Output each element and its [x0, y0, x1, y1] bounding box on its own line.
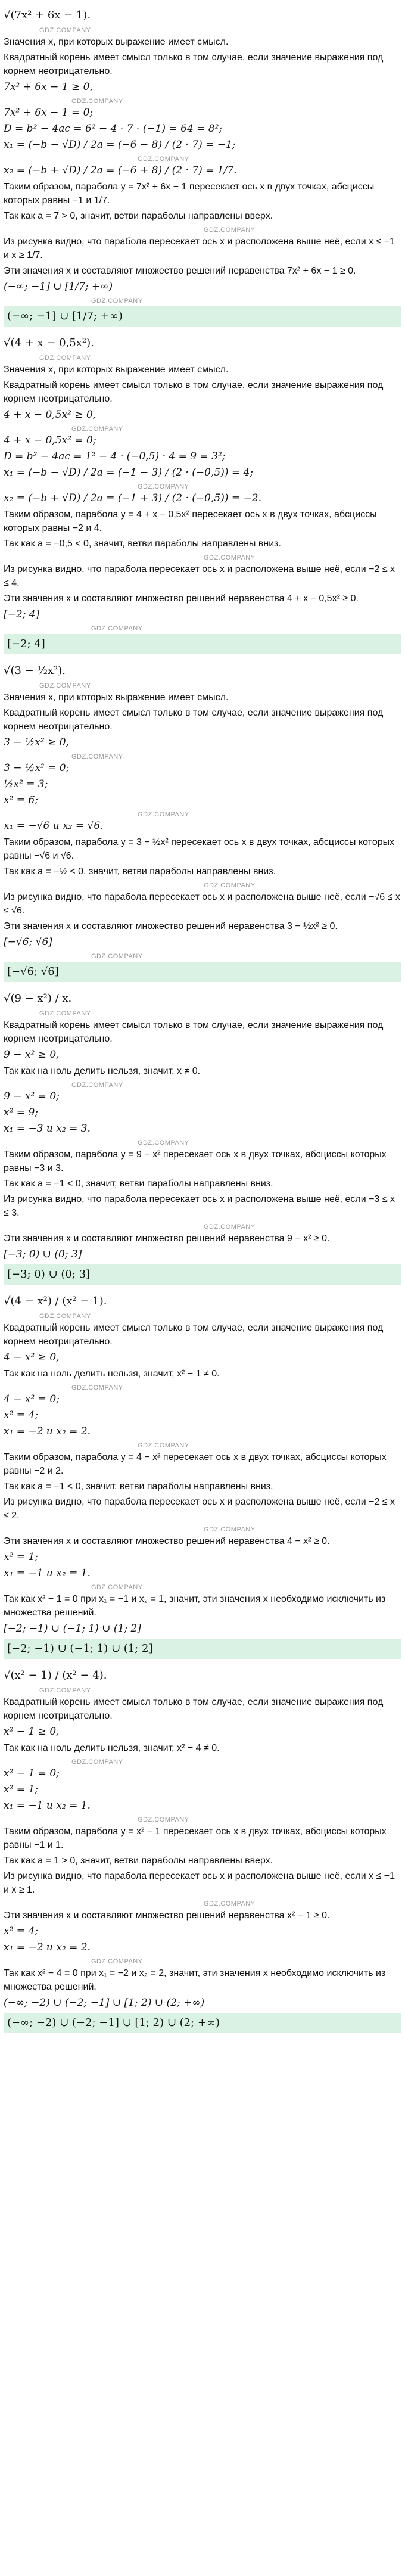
answer-box: [−√6; √6] [4, 962, 401, 982]
text-line: Эти значения x и составляют множество решений неравенства x² − 1 ≥ 0. [4, 1910, 330, 1921]
text-line: Из рисунка видно, что парабола пересекает ось x и расположена выше неё, если −√6 ≤ x ≤ √6. [4, 892, 400, 916]
text-line: Эти значения x и составляют множество решений неравенства 7x² + 6x − 1 ≥ 0. [4, 266, 356, 276]
watermark: GDZ.COMPANY [138, 156, 189, 163]
solution-block [4, 335, 401, 654]
answer-box: [−3; 0) ∪ (0; 3] [4, 1264, 401, 1285]
watermark: GDZ.COMPANY [204, 554, 256, 561]
watermark: GDZ.COMPANY [91, 953, 143, 960]
watermark: GDZ.COMPANY [204, 1526, 256, 1533]
math-line: x₁ = −√6 и x₂ = √6. [4, 820, 104, 832]
answer-box: [−2; −1) ∪ (−1; 1) ∪ (1; 2] [4, 1639, 401, 1659]
watermark: GDZ.COMPANY [138, 1442, 189, 1449]
math-line: x² = 4; [4, 1925, 38, 1937]
text-line: Таким образом, парабола y = 3 − ½x² пересекает ось x в двух точках, абсциссы которых равны −√6 и √6. [4, 837, 395, 861]
watermark: GDZ.COMPANY [204, 882, 256, 889]
math-line: x² = 9; [4, 1107, 38, 1118]
math-line: D = b² − 4ac = 1² − 4 · (−0,5) · 4 = 9 = 3²; [4, 450, 226, 462]
watermark: GDZ.COMPANY [138, 1816, 189, 1823]
text-line: Квадратный корень имеет смысл только в том случае, если значение выражения под корнем неотрицательно. [4, 1697, 384, 1721]
text-line: Эти значения x и составляют множество решений неравенства 3 − ½x² ≥ 0. [4, 921, 338, 931]
text-line: Так как a = −1 < 0, значит, ветви параболы направлены вниз. [4, 1179, 273, 1189]
text-line: Значения x, при которых выражение имеет смысл. [4, 365, 229, 375]
text-line: Так как a = −0,5 < 0, значит, ветви параболы направлены вниз. [4, 539, 281, 549]
math-line: x² − 1 = 0; [4, 1767, 60, 1779]
math-line: x₁ = −1 и x₂ = 1. [4, 1567, 91, 1579]
expression-heading: √(x² − 1) / (x² − 4). [4, 1669, 107, 1682]
text-line: Так как a = −1 < 0, значит, ветви параболы направлены вниз. [4, 1481, 273, 1491]
expression-heading: √(4 + x − 0,5x²). [4, 337, 94, 349]
math-line: x₁ = (−b − √D) / 2a = (−6 − 8) / (2 · 7) = −1; [4, 139, 236, 151]
math-line: [−2; −1) ∪ (−1; 1) ∪ (1; 2] [4, 1623, 141, 1635]
math-line: [−2; 4] [4, 608, 40, 620]
math-line: 3 − ½x² ≥ 0, [4, 737, 70, 748]
text-line: Квадратный корень имеет смысл только в том случае, если значение выражения под корнем неотрицательно. [4, 708, 384, 732]
text-line: Так как на ноль делить нельзя, значит, x² − 1 ≠ 0. [4, 1369, 220, 1379]
watermark: GDZ.COMPANY [138, 483, 189, 490]
watermark: GDZ.COMPANY [138, 1139, 189, 1146]
math-line: 7x² + 6x − 1 ≥ 0, [4, 81, 93, 93]
answer-box: [−2; 4] [4, 634, 401, 654]
text-line: Таким образом, парабола y = 4 + x − 0,5x² пересекает ось x в двух точках, абсциссы которых равны −2 и 4. [4, 509, 377, 533]
watermark: GDZ.COMPANY [71, 425, 123, 433]
text-line: Квадратный корень имеет смысл только в том случае, если значение выражения под корнем неотрицательно. [4, 1020, 384, 1044]
text-line: Эти значения x и составляют множество решений неравенства 4 − x² ≥ 0. [4, 1536, 330, 1546]
solution-block [4, 1293, 401, 1659]
watermark: GDZ.COMPANY [39, 1010, 91, 1017]
math-line: [−3; 0) ∪ (0; 3] [4, 1248, 82, 1260]
math-line: x₁ = −1 и x₂ = 1. [4, 1800, 91, 1811]
text-line: Так как a = −½ < 0, значит, ветви параболы направлены вниз. [4, 866, 276, 877]
math-line: 9 − x² ≥ 0, [4, 1049, 60, 1061]
math-line: 4 + x − 0,5x² ≥ 0, [4, 409, 96, 421]
math-line: 7x² + 6x − 1 = 0; [4, 107, 94, 119]
math-line: 3 − ½x² = 0; [4, 762, 70, 774]
text-line: Квадратный корень имеет смысл только в том случае, если значение выражения под корнем неотрицательно. [4, 52, 384, 76]
math-line: x² = 1; [4, 1551, 38, 1563]
watermark: GDZ.COMPANY [39, 682, 91, 689]
watermark: GDZ.COMPANY [39, 1313, 91, 1320]
watermark: GDZ.COMPANY [138, 811, 189, 818]
math-line: D = b² − 4ac = 6² − 4 · 7 · (−1) = 64 = 8²; [4, 123, 223, 135]
watermark: GDZ.COMPANY [91, 625, 143, 632]
solution-block [4, 663, 401, 982]
watermark: GDZ.COMPANY [71, 1384, 123, 1391]
text-line: Квадратный корень имеет смысл только в том случае, если значение выражения под корнем неотрицательно. [4, 380, 384, 404]
text-line: Таким образом, парабола y = 4 − x² пересекает ось x в двух точках, абсциссы которых равны −2 и 2. [4, 1452, 387, 1476]
math-line: x² = 6; [4, 794, 38, 806]
text-line: Таким образом, парабола y = 9 − x² пересекает ось x в двух точках, абсциссы которых равны −3 и 3. [4, 1149, 387, 1173]
watermark: GDZ.COMPANY [91, 297, 143, 304]
expression-heading: √(3 − ½x²). [4, 664, 66, 677]
watermark: GDZ.COMPANY [71, 1758, 123, 1766]
math-line: 4 + x − 0,5x² = 0; [4, 434, 96, 446]
math-line: x₁ = −3 и x₂ = 3. [4, 1123, 91, 1135]
math-line: x₁ = −2 и x₂ = 2. [4, 1941, 91, 1953]
text-line: Из рисунка видно, что парабола пересекает ось x и расположена выше неё, если x ≤ −1 и x ≥ 1. [4, 1871, 395, 1895]
math-line: ½x² = 3; [4, 778, 48, 790]
math-line: x₁ = (−b − √D) / 2a = (−1 − 3) / (2 · (−0,5)) = 4; [4, 467, 254, 478]
text-line: Из рисунка видно, что парабола пересекает ось x и расположена выше неё, если −2 ≤ x ≤ 2. [4, 1497, 395, 1521]
answer-box: (−∞; −1] ∪ [1/7; +∞) [4, 306, 401, 327]
text-line: Так как a = 1 > 0, значит, ветви параболы направлены вверх. [4, 1856, 273, 1866]
watermark: GDZ.COMPANY [204, 226, 256, 234]
math-line: x₁ = −2 и x₂ = 2. [4, 1425, 91, 1437]
math-line: x² = 1; [4, 1783, 38, 1795]
math-line: 9 − x² = 0; [4, 1090, 60, 1102]
text-line: Так как x² − 1 = 0 при x₁ = −1 и x₂ = 1, значит, эти значения x необходимо исключить из множества решений. [4, 1594, 386, 1618]
text-line: Так как на ноль делить нельзя, значит, x ≠ 0. [4, 1066, 201, 1076]
expression-heading: √(7x² + 6x − 1). [4, 9, 91, 21]
watermark: GDZ.COMPANY [39, 1687, 91, 1694]
watermark: GDZ.COMPANY [71, 98, 123, 105]
solution-block [4, 1667, 401, 2033]
answer-box: (−∞; −2) ∪ (−2; −1] ∪ [1; 2) ∪ (2; +∞) [4, 2013, 401, 2033]
text-line: Из рисунка видно, что парабола пересекает ось x и расположена выше неё, если −2 ≤ x ≤ 4. [4, 564, 395, 588]
math-line: x₂ = (−b + √D) / 2a = (−6 + 8) / (2 · 7) = 1/7. [4, 164, 237, 176]
watermark: GDZ.COMPANY [71, 1082, 123, 1089]
math-line: 4 − x² ≥ 0, [4, 1351, 60, 1363]
watermark: GDZ.COMPANY [204, 1223, 256, 1230]
text-line: Так как a = 7 > 0, значит, ветви параболы направлены вверх. [4, 211, 273, 221]
text-line: Значения x, при которых выражение имеет смысл. [4, 37, 229, 47]
text-line: Таким образом, парабола y = x² − 1 пересекает ось x в двух точках, абсциссы которых равны −1 и 1. [4, 1826, 387, 1850]
math-line: 4 − x² = 0; [4, 1393, 60, 1405]
text-line: Квадратный корень имеет смысл только в том случае, если значение выражения под корнем неотрицательно. [4, 1323, 384, 1347]
math-line: [−√6; √6] [4, 936, 52, 948]
text-line: Так как на ноль делить нельзя, значит, x² − 4 ≠ 0. [4, 1743, 220, 1753]
math-line: (−∞; −2) ∪ (−2; −1] ∪ [1; 2) ∪ (2; +∞) [4, 1997, 205, 2009]
math-line: x₂ = (−b + √D) / 2a = (−1 + 3) / (2 · (−0,5)) = −2. [4, 492, 261, 504]
math-line: x² − 1 ≥ 0, [4, 1726, 60, 1738]
solution-block [4, 7, 401, 327]
watermark: GDZ.COMPANY [91, 1958, 143, 1965]
watermark: GDZ.COMPANY [71, 753, 123, 760]
math-line: (−∞; −1] ∪ [1/7; +∞) [4, 281, 113, 293]
math-line: x² = 4; [4, 1409, 38, 1421]
text-line: Из рисунка видно, что парабола пересекает ось x и расположена выше неё, если −3 ≤ x ≤ 3. [4, 1194, 395, 1218]
watermark: GDZ.COMPANY [91, 1584, 143, 1591]
text-line: Эти значения x и составляют множество решений неравенства 4 + x − 0,5x² ≥ 0. [4, 593, 359, 604]
solution-block [4, 990, 401, 1285]
text-line: Эти значения x и составляют множество решений неравенства 9 − x² ≥ 0. [4, 1233, 330, 1244]
expression-heading: √(9 − x²) / x. [4, 992, 72, 1005]
text-line: Из рисунка видно, что парабола пересекает ось x и расположена выше неё, если x ≤ −1 и x ≥ 1/7. [4, 237, 395, 260]
watermark: GDZ.COMPANY [204, 1900, 256, 1907]
text-line: Значения x, при которых выражение имеет смысл. [4, 692, 229, 703]
watermark: GDZ.COMPANY [39, 355, 91, 362]
watermark: GDZ.COMPANY [39, 27, 91, 34]
text-line: Так как x² − 4 = 0 при x₁ = −2 и x₂ = 2, значит, эти значения x необходимо исключить из множества решений. [4, 1968, 386, 1992]
expression-heading: √(4 − x²) / (x² − 1). [4, 1295, 107, 1307]
text-line: Таким образом, парабола y = 7x² + 6x − 1 пересекает ось x в двух точках, абсциссы которых равны −1 и 1/7. [4, 182, 375, 206]
